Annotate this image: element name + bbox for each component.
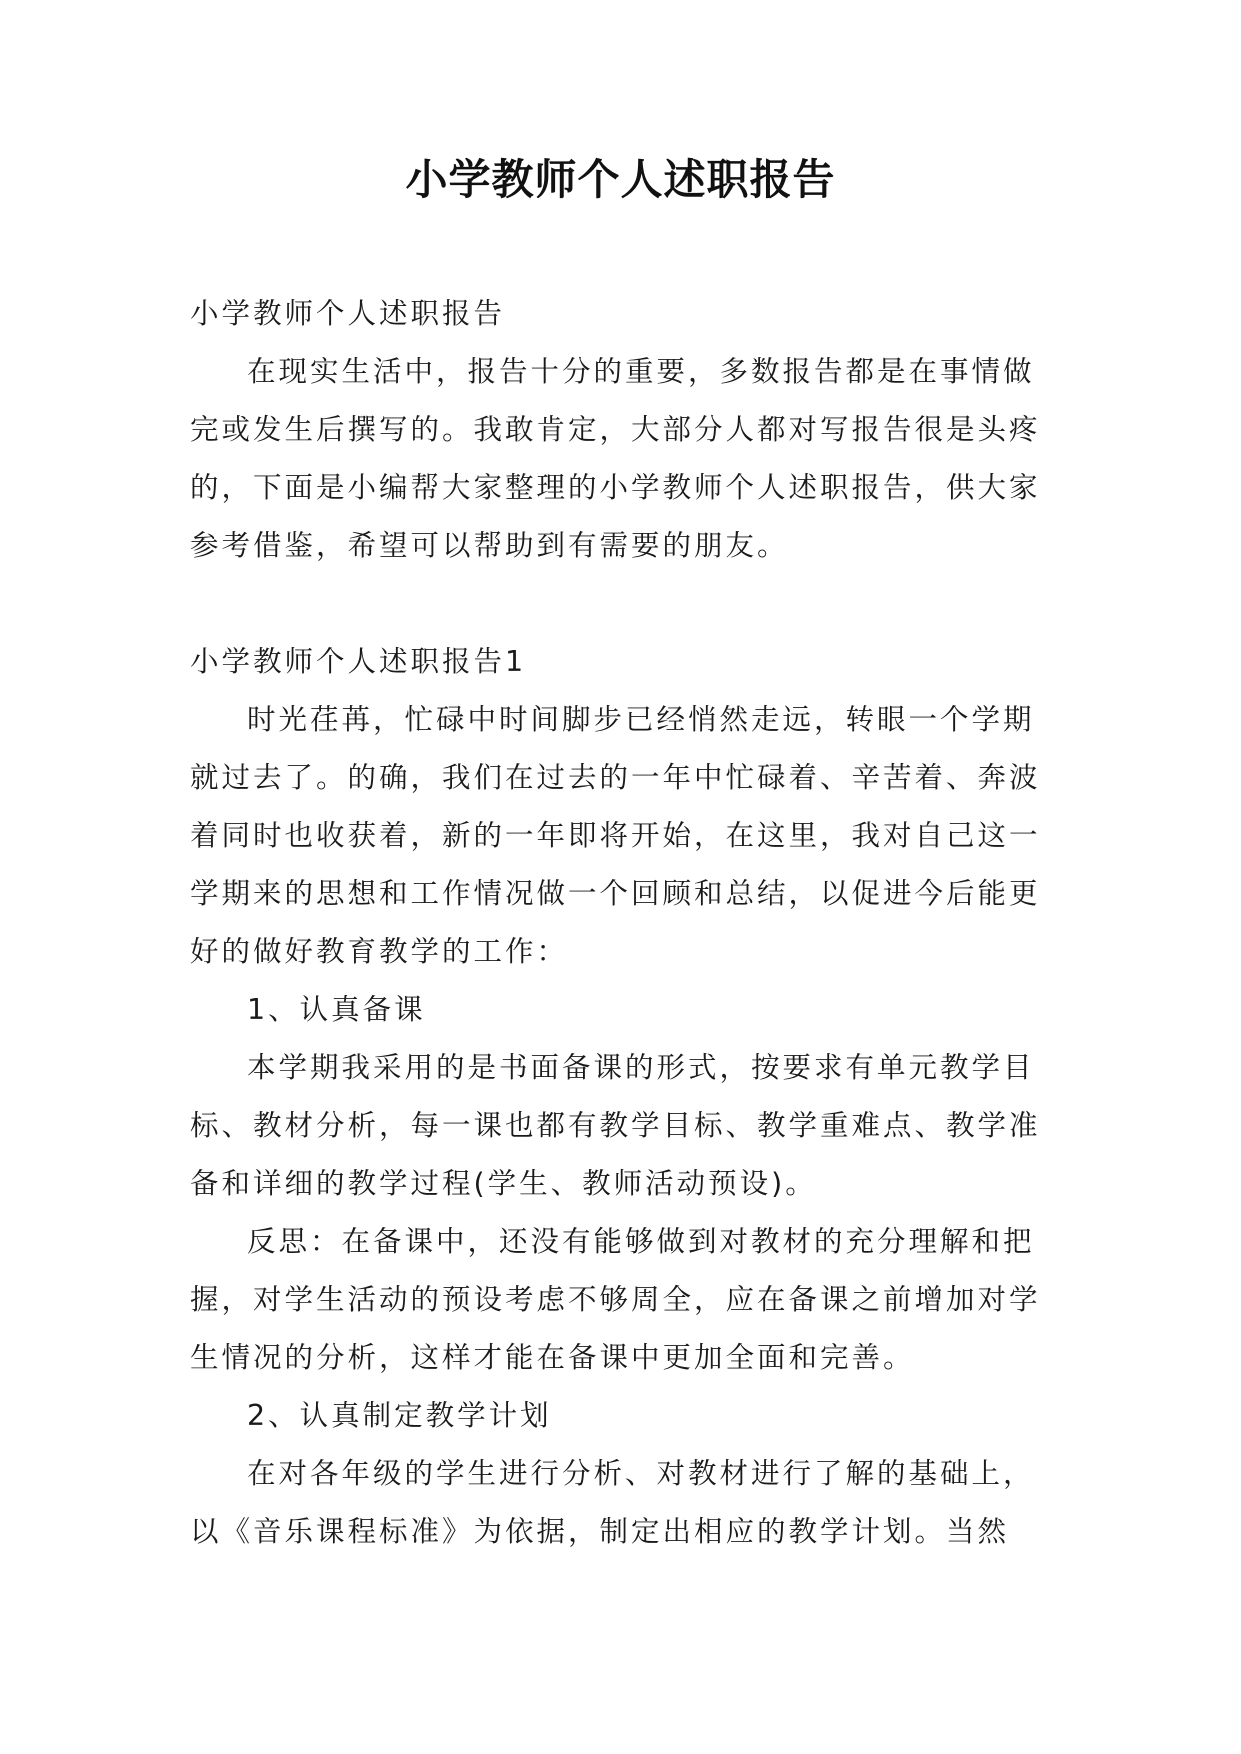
section-heading: 小学教师个人述职报告1	[190, 645, 527, 678]
body-paragraph: 时光荏苒，忙碌中时间脚步已经悄然走远，转眼一个学期就过去了。的确，我们在过去的一年中忙碌着、辛苦着、奔波着同时也收获着，新的一年即将开始，在这里，我对自己这一学期来的思想和工作情况做一个回顾和总结，以促进今后能更好的做好教育教学的工作：	[190, 703, 1041, 968]
subheading-teaching-plan: 2、认真制定教学计划	[247, 1399, 552, 1432]
document-title: 小学教师个人述职报告	[405, 155, 836, 204]
document-body	[190, 285, 1060, 1561]
body-paragraph: 反思：在备课中，还没有能够做到对教材的充分理解和把握，对学生活动的预设考虑不够周全，应在备课之前增加对学生情况的分析，这样才能在备课中更加全面和完善。	[190, 1225, 1041, 1374]
body-paragraph: 本学期我采用的是书面备课的形式，按要求有单元教学目标、教材分析，每一课也都有教学目标、教学重难点、教学准备和详细的教学过程(学生、教师活动预设)。	[190, 1051, 1041, 1200]
document-subtitle: 小学教师个人述职报告	[190, 297, 506, 330]
subheading-lesson-prep: 1、认真备课	[247, 993, 426, 1026]
body-paragraph: 在对各年级的学生进行分析、对教材进行了解的基础上，以《音乐课程标准》为依据，制定出相应的教学计划。当然	[190, 1457, 1035, 1548]
intro-paragraph: 在现实生活中，报告十分的重要，多数报告都是在事情做完或发生后撰写的。我敢肯定，大部分人都对写报告很是头疼的，下面是小编帮大家整理的小学教师个人述职报告，供大家参考借鉴，希望可以帮助到有需要的朋友。	[190, 355, 1041, 562]
